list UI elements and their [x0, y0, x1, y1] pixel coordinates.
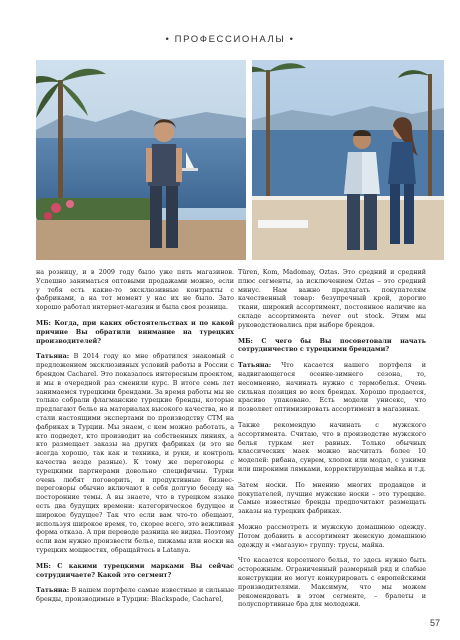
paragraph: Затем носки. По мнению многих продавцов и покупателей, лучшие мужские носки – это турецкие. Самые известные бренды предпочитают размещать заказы на турецких фабриках.	[238, 480, 426, 516]
paragraph: Также рекомендую начинать с мужского ассортимента. Считаю, что в производстве мужского белья туркам нет равных. Только обычных классических маек можно насчитать более 10 моделей: рибана, суврем, хлопок или модал, с узкими или широкими лямками, корректирующая майка и т.д.	[238, 420, 426, 473]
question: МБ: Когда, при каких обстоятельствах и по какой причине Вы обратили внимание на турецких производителей?	[36, 318, 234, 345]
answer	[36, 586, 234, 604]
speaker-label: Татьяна:	[36, 586, 70, 595]
speaker-label: Татьяна:	[36, 352, 70, 361]
paragraph: Türen, Kom, Madomay, Oztas. Это средний и средний плюс сегменты, за исключением Oztas – это средний минус. Нам важно предлагать покупателям качественный товар: безупречный крой, дорогие ткани, широкий ассортимент, постоянное наличие на складе ассортимента never out stock. Этим мы руководствовались при выборе брендов.	[238, 268, 426, 329]
answer-text: Что касается нашего портфеля и надвигающегося осенне-зимнего сезона, то, несомненно, начинать нужно с термобелья. Очень сильная позиция во всех брендах. Хорошо продается, красиво упаковано. Есть модели унисекс, что позволяет оптимизировать ассортимент в магазинах.	[238, 361, 426, 414]
section-label: • ПРОФЕССИОНАЛЫ •	[165, 34, 295, 45]
answer-text: В 2014 году ко мне обратился знакомый с предложением эксклюзивных условий работы в России с брендом Cacharel. Это показалось интересным проектом, и мы в очередной раз сменили курс. В итоге семь лет занимаемся турецкими брендами. За время работы мы не только собрали флагманские турецкие бренды, которые предлагают белье на материалах высокого качества, но и стали настоящими экспертами по производству СТМ на фабриках в Турции. Мы знаем, с кем можно работать, а кто подведет, кто производит на собственных линиях, а кто размещает заказы на других фабриках (и это не всегда хорошо, так как и техника, и руки, и контроль качества везде разные). К тому же переговоры с турецкими партнерами довольно специфичны. Турки очень любят поговорить, и продуктивные бизнес-переговоры обычно включают в себя долгую беседу на посторонние темы. А вы знаете, что в турецком языке есть два будущих времени: категорическое будущее и широкое будущее? Так что если вам что-то обещают, используя широкое время, то, скорее всего, это вежливая форма отказа. А при переводе разница не видна. Поэтому если вам нужно произвести белье, пижамы или носки на турецких мощностях, обращайтесь в Latanya.	[36, 352, 234, 554]
paragraph: на розницу, и в 2009 году было уже пять магазинов. Успешно заниматься оптовыми продажами можно, если у тебя есть какие-то эксклюзивные контракты с фабриками, а на тот момент у нас их не было. Зато хорошо работал интернет-магазин и была своя розница.	[36, 268, 234, 312]
answer	[238, 361, 426, 414]
article-column-right	[238, 268, 426, 616]
paragraph: Что касается корсетного белья, то здесь нужно быть осторожным. Ограниченный размерный ряд и слабые конструкции не могут конкурировать с европейскими производителями. Максимум, что мы можем рекомендовать в этом сегменте, – бралеты и полуспортивные бра для молодежи.	[238, 556, 426, 609]
page-number: 57	[429, 618, 440, 628]
speaker-label: Татьяна:	[238, 361, 272, 370]
paragraph: Можно рассмотреть и мужскую домашнюю одежду. Потом добавить в ассортимент женскую домашнюю одежду и «магазую» группу: трусы, майка.	[238, 522, 426, 549]
question: МБ: С чего бы Вы посоветовали начать сотрудничество с турецкими брендами?	[238, 336, 426, 354]
question: МБ: С какими турецкими марками Вы сейчас сотрудничаете? Какой это сегмент?	[36, 561, 234, 579]
answer-text: В нашем портфеле самые известные и сильные бренды, производимые в Турции: Blackspade, Cacharel,	[36, 586, 234, 604]
photo-couple-resort	[252, 60, 444, 260]
answer	[36, 352, 234, 554]
photo-woman-terrace	[36, 60, 246, 260]
article-column-left	[36, 268, 234, 611]
